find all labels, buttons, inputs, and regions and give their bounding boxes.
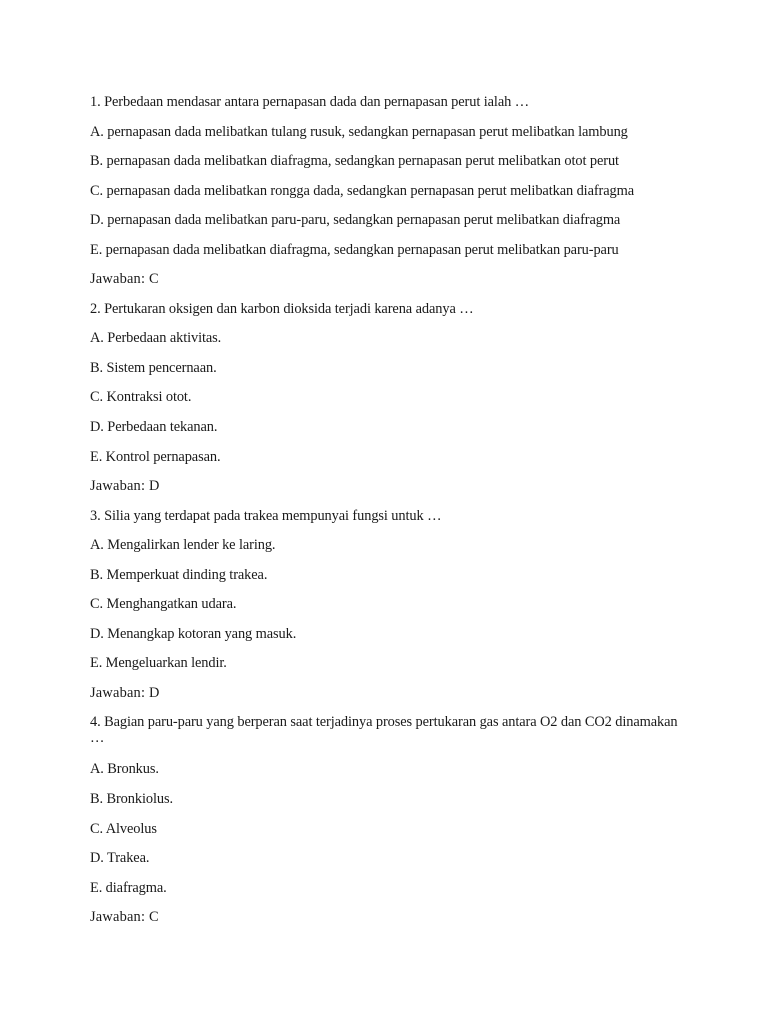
question-text: 1. Perbedaan mendasar antara pernapasan dada dan pernapasan perut ialah … (90, 94, 529, 110)
option-b: B. Memperkuat dinding trakea. (90, 566, 268, 583)
option-e: E. Mengeluarkan lendir. (90, 655, 227, 672)
question-block-4 (90, 712, 690, 936)
option-a: A. Perbedaan aktivitas. (90, 330, 222, 347)
option-e: E. Kontrol pernapasan. (90, 448, 221, 465)
document-page (90, 92, 690, 937)
option-d: D. Menangkap kotoran yang masuk. (90, 625, 297, 642)
question-text: 2. Pertukaran oksigen dan karbon dioksida terjadi karena adanya … (90, 300, 474, 317)
question-block-1 (90, 92, 690, 299)
answer-key: Jawaban: D (90, 684, 160, 701)
question-text: 4. Bagian paru-paru yang berperan saat terjadinya proses pertukaran gas antara O2 dan CO2 dinamakan … (90, 714, 678, 747)
answer-key: Jawaban: D (90, 478, 160, 495)
option-b: B. Sistem pencernaan. (90, 359, 217, 376)
option-b: B. Bronkiolus. (90, 791, 173, 808)
option-d: D. Trakea. (90, 850, 150, 867)
option-a: A. Bronkus. (90, 761, 159, 778)
question-block-3 (90, 506, 690, 713)
option-c: C. pernapasan dada melibatkan rongga dada, sedangkan pernapasan perut melibatkan diafragma (90, 182, 635, 199)
question-text: 3. Silia yang terdapat pada trakea mempunyai fungsi untuk … (90, 507, 442, 524)
option-c: C. Menghangatkan udara. (90, 596, 237, 613)
option-e: E. diafragma. (90, 879, 167, 896)
option-b: B. pernapasan dada melibatkan diafragma, sedangkan pernapasan perut melibatkan otot perut (90, 153, 619, 170)
answer-key: Jawaban: C (90, 909, 159, 926)
option-a: A. pernapasan dada melibatkan tulang rusuk, sedangkan pernapasan perut melibatkan lambung (90, 123, 628, 140)
option-e: E. pernapasan dada melibatkan diafragma, sedangkan pernapasan perut melibatkan paru-paru (90, 241, 619, 258)
option-d: D. Perbedaan tekanan. (90, 419, 218, 436)
question-block-2 (90, 299, 690, 506)
option-c: C. Kontraksi otot. (90, 389, 192, 406)
answer-key: Jawaban: C (90, 271, 159, 288)
option-c: C. Alveolus (90, 820, 157, 837)
option-d: D. pernapasan dada melibatkan paru-paru, sedangkan pernapasan perut melibatkan diafragma (90, 212, 621, 229)
option-a: A. Mengalirkan lender ke laring. (90, 537, 276, 554)
